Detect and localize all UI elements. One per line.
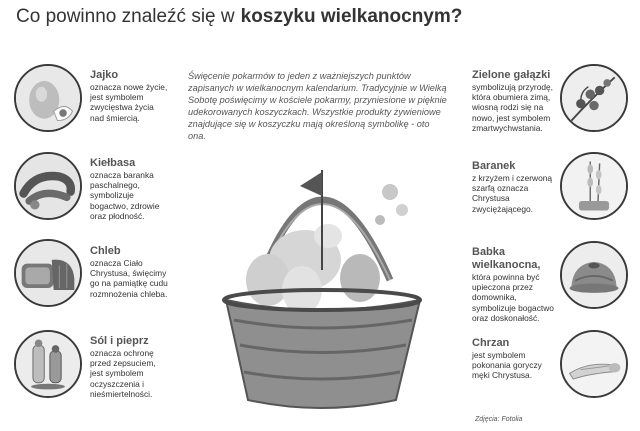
- horseradish-image: [560, 330, 628, 398]
- title-part-2: koszyku wielkanocnym?: [240, 6, 463, 27]
- item-chleb: [90, 245, 172, 299]
- item-desc: symbolizują przyrodę, która obumiera zimą, wiosną rodzi się na nowo, jest symbolem zmartwychwstania.: [472, 82, 553, 133]
- item-name: Chleb: [90, 245, 121, 257]
- item-desc: jest symbolem pokonania goryczy męki Chrystusa.: [472, 350, 542, 381]
- item-name: Baranek: [472, 160, 516, 172]
- item-sol-pieprz: [90, 335, 170, 399]
- sausage-icon: [16, 154, 80, 218]
- egg-image: [14, 64, 82, 132]
- page-title: [16, 6, 462, 28]
- item-desc: która powinna być upieczona przez domownika, symbolizuje bogactwo oraz doskonałość.: [472, 272, 554, 323]
- item-name: Kiełbasa: [90, 157, 136, 169]
- item-baranek: [472, 160, 556, 214]
- lamb-image: [560, 152, 628, 220]
- item-desc: oznacza ochronę przed zepsuciem, jest symbolem oczyszczenia i nieśmiertelności.: [90, 348, 156, 399]
- item-name: Sól i pieprz: [90, 335, 149, 347]
- cake-icon: [562, 243, 626, 307]
- egg-icon: [16, 66, 80, 130]
- item-zielone-galazki: [472, 69, 558, 133]
- item-babka: [472, 246, 558, 323]
- branches-image: [560, 64, 628, 132]
- item-desc: oznacza baranka paschalnego, symbolizuje bogactwo, zdrowie oraz płodność.: [90, 170, 160, 221]
- branch-icon: [562, 66, 626, 130]
- title-part-1: Co powinno znaleźć się w: [16, 6, 235, 27]
- banner-flag: [300, 172, 322, 196]
- painted-egg: [340, 254, 380, 302]
- easter-cake-image: [560, 241, 628, 309]
- bread-image: [14, 239, 82, 307]
- item-name: Babka wielkanocna,: [472, 246, 541, 271]
- item-chrzan: [472, 337, 554, 381]
- item-kielbasa: [90, 157, 172, 221]
- item-desc: oznacza nowe życie, jest symbolem zwycięstwa życia nad śmiercią.: [90, 82, 168, 123]
- salt-pepper-icon: [16, 332, 80, 396]
- horseradish-icon: [562, 332, 626, 396]
- item-name: Zielone gałązki: [472, 69, 551, 81]
- item-desc: oznacza Ciało Chrystusa, święcimy go na pamiątkę cudu rozmnożenia chleba.: [90, 258, 168, 299]
- bread-icon: [16, 241, 80, 305]
- item-jajko: [90, 69, 170, 123]
- easter-basket-image: [200, 150, 440, 420]
- item-name: Jajko: [90, 69, 119, 81]
- intro-text: Święcenie pokarmów to jeden z ważniejszych punktów zapisanych w wielkanocnym kalendarium. Tradycyjnie w Wielką Sobotę poświęcimy w kościele pokarmy, przyniesione w pięknie udekorowanych koszyczkach. Wszystkie produkty żywieniowe znajdujące się w koszyczku mają określoną symbolikę - oto ona.: [188, 71, 447, 141]
- photo-credit: Zdjęcia: Fotolia: [475, 416, 523, 423]
- sausage-image: [14, 152, 82, 220]
- item-desc: z krzyżem i czerwoną szarfą oznacza Chrystusa zwyciężającego.: [472, 173, 553, 214]
- item-name: Chrzan: [472, 337, 510, 349]
- pussy-willow-icon: [562, 154, 626, 218]
- salt-pepper-image: [14, 330, 82, 398]
